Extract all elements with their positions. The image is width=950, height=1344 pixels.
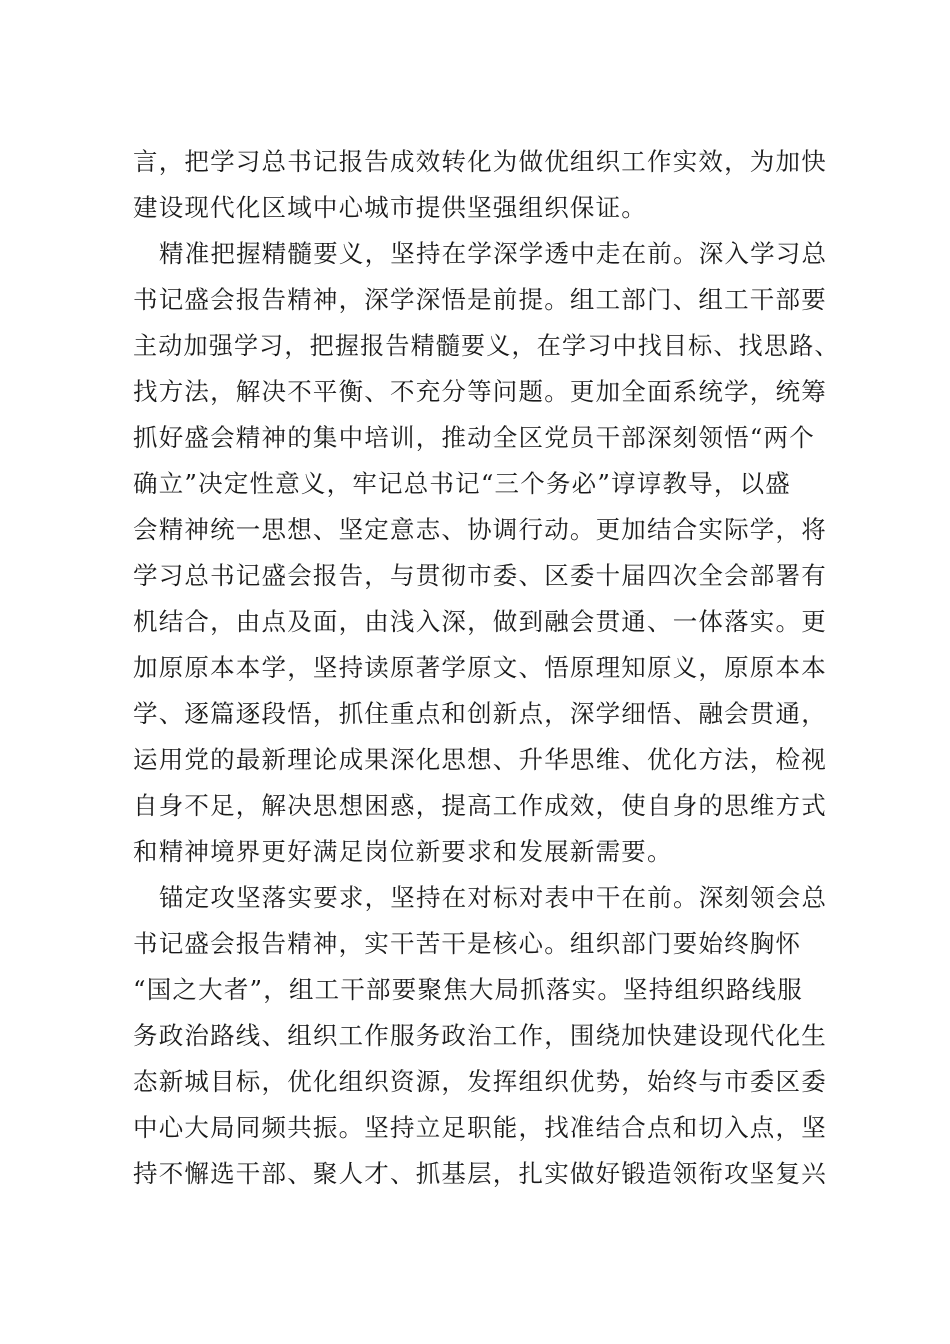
text-line: 言，把学习总书记报告成效转化为做优组织工作实效，为加快 bbox=[133, 147, 827, 176]
text-line: 运用党的最新理论成果深化思想、升华思维、优化方法，检视 bbox=[133, 745, 827, 774]
text-line: 机结合，由点及面，由浅入深，做到融会贯通、一体落实。更 bbox=[133, 607, 827, 636]
text-line: 自身不足，解决思想困惑，提高工作成效，使自身的思维方式 bbox=[133, 791, 827, 820]
text-line: 建设现代化区域中心城市提供坚强组织保证。 bbox=[133, 193, 647, 222]
text-line: 态新城目标，优化组织资源，发挥组织优势，始终与市委区委 bbox=[133, 1067, 827, 1096]
text-line: 会精神统一思想、坚定意志、协调行动。更加结合实际学，将 bbox=[133, 515, 827, 544]
text-line: 持不懈选干部、聚人才、抓基层，扎实做好锻造领衔攻坚复兴 bbox=[133, 1159, 827, 1188]
paragraph-first-line: 锚定攻坚落实要求，坚持在对标对表中干在前。深刻领会总 bbox=[159, 883, 828, 912]
text-line: 加原原本本学，坚持读原著学原文、悟原理知原义，原原本本 bbox=[133, 653, 827, 682]
text-line: 抓好盛会精神的集中培训，推动全区党员干部深刻领悟“两个 bbox=[133, 423, 815, 452]
text-line: 确立”决定性意义，牢记总书记“三个务必”谆谆教导，以盛 bbox=[133, 469, 791, 498]
text-line: 中心大局同频共振。坚持立足职能，找准结合点和切入点，坚 bbox=[133, 1113, 827, 1142]
text-line: 学习总书记盛会报告，与贯彻市委、区委十届四次全会部署有 bbox=[133, 561, 827, 590]
text-line: 书记盛会报告精神，深学深悟是前提。组工部门、组工干部要 bbox=[133, 285, 827, 314]
text-line: 主动加强学习，把握报告精髓要义，在学习中找目标、找思路、 bbox=[133, 331, 840, 360]
text-line: 学、逐篇逐段悟，抓住重点和创新点，深学细悟、融会贯通， bbox=[133, 699, 827, 728]
text-line: 找方法，解决不平衡、不充分等问题。更加全面系统学，统筹 bbox=[133, 377, 827, 406]
text-line: 书记盛会报告精神，实干苦干是核心。组织部门要始终胸怀 bbox=[133, 929, 802, 958]
paragraph-first-line: 精准把握精髓要义，坚持在学深学透中走在前。深入学习总 bbox=[159, 239, 828, 268]
text-line: “国之大者”，组工干部要聚焦大局抓落实。坚持组织路线服 bbox=[133, 975, 803, 1004]
text-line: 和精神境界更好满足岗位新要求和发展新需要。 bbox=[133, 837, 673, 866]
text-line: 务政治路线、组织工作服务政治工作，围绕加快建设现代化生 bbox=[133, 1021, 827, 1050]
